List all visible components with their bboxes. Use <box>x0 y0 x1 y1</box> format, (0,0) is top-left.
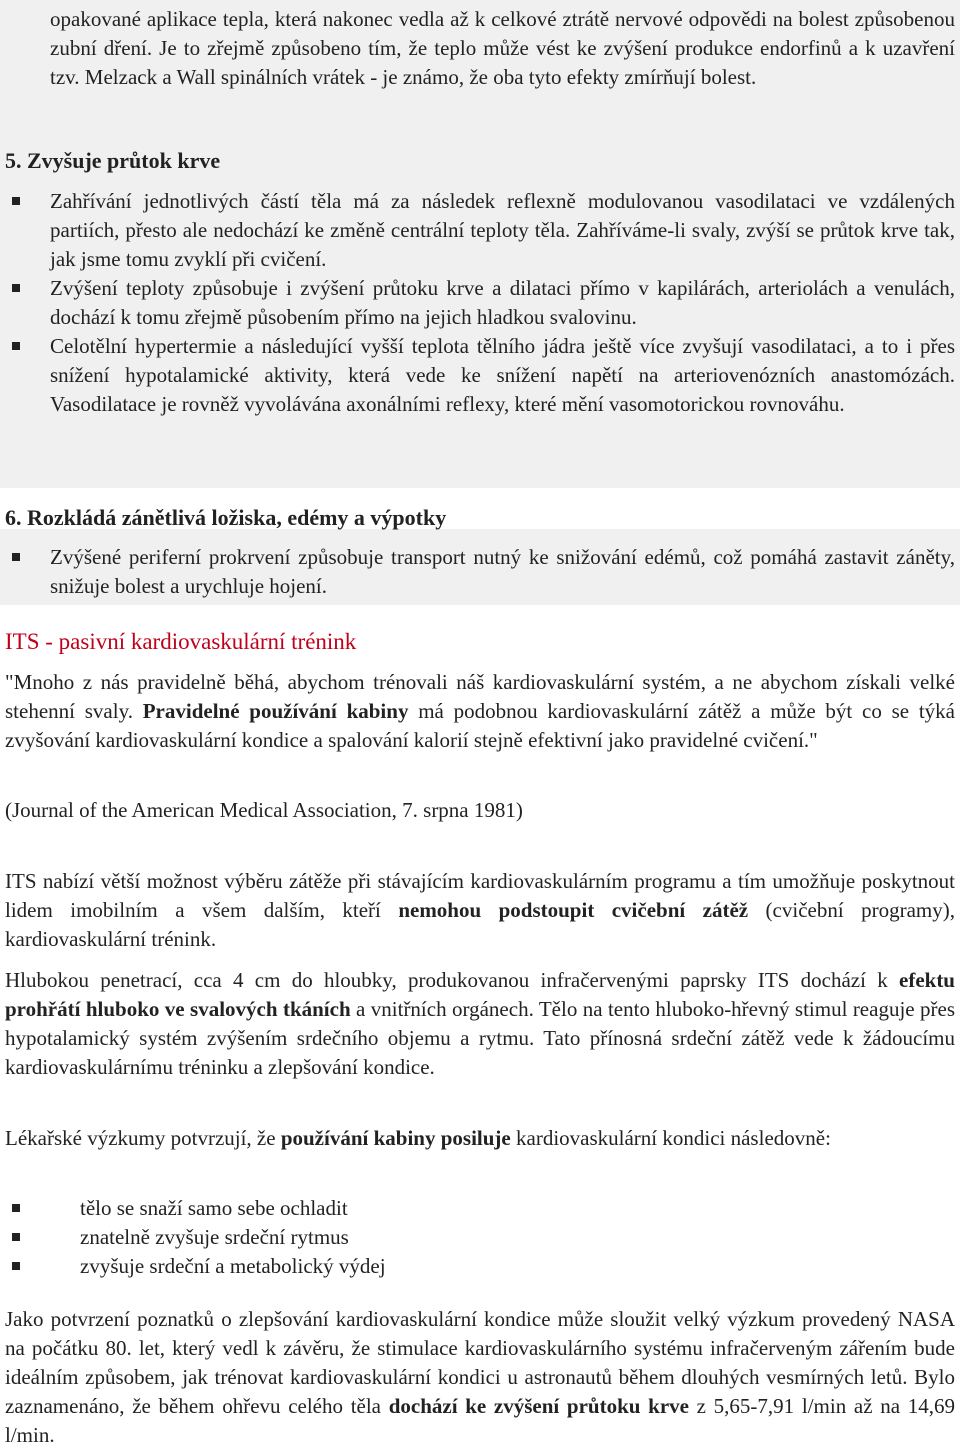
square-bullet-icon <box>12 342 20 350</box>
list-item <box>50 274 955 332</box>
square-bullet-icon <box>12 197 20 205</box>
square-bullet-icon <box>12 1262 20 1270</box>
list-item <box>50 187 955 274</box>
its-section-title: ITS - pasivní kardiovaskulární trénink <box>5 629 357 654</box>
penetration-text-1: Hlubokou penetrací, cca 4 cm do hloubky, produkovanou infračervenými paprsky ITS dochází k <box>5 968 899 992</box>
penetration-text-2: a vnitřních orgánech. Tělo na tento hluboko-hřevný stimul reaguje přes hypotalamický systém zvýšením srdečního objemu a rytmu. Tato přínosná srdeční zátěž vede k žádoucímu kardiovaskulárnímu tréninku a zlepšování kondice. <box>5 997 955 1079</box>
list-item-text: Celotělní hypertermie a následující vyšší teplota tělního jádra ještě více zvyšují vasodilataci, a to i přes snížení hypotalamické aktivity, která vede ke snížení napětí na arteriovenózních anastomózách. Vasodilatace je rovněž vyvolávána axonálními reflexy, které mění vasomotorickou rovnováhu. <box>50 334 955 416</box>
list-item <box>50 332 955 419</box>
quote-text-1: "Mnoho z nás pravidelně běhá, abychom trénovali náš kardiovaskulární systém, a ne abychom získali velké stehenní svaly. <box>5 670 955 723</box>
its-text-1: ITS nabízí větší možnost výběru zátěže při stávajícím kardiovaskulárním programu a tím umožňuje poskytnout lidem imobilním a všem dalším, kteří <box>5 869 955 922</box>
list-item-text: Zahřívání jednotlivých částí těla má za následek reflexně modulovanou vasodilataci ve vzdálených partiích, přesto ale nedochází ke změně centrální teploty těla. Zahříváme-li svaly, zvýší se průtok krve tak, jak jsme tomu zvyklí při cvičení. <box>50 189 955 271</box>
research-paragraph <box>5 1124 955 1153</box>
effects-list <box>0 1194 960 1281</box>
square-bullet-icon <box>12 284 20 292</box>
penetration-paragraph <box>5 966 955 1082</box>
intro-paragraph: opakované aplikace tepla, která nakonec vedla až k celkové ztrátě nervové odpovědi na bolest způsobenou zubní dření. Je to zřejmě způsobeno tím, že teplo může vést ke zvýšení produkce endorfinů a k uzavření tzv. Melzack a Wall spinálních vrátek - je známo, že oba tyto efekty zmírňují bolest. <box>50 7 955 89</box>
nasa-paragraph <box>5 1305 955 1450</box>
its-text-2: (cvičební programy), kardiovaskulární trénink. <box>5 898 955 951</box>
section-6-heading: 6. Rozkládá zánětlivá ložiska, edémy a výpotky <box>5 505 447 530</box>
quote-bold: Pravidelné používání kabiny <box>142 699 409 723</box>
list-item-text: znatelně zvyšuje srdeční rytmus <box>80 1225 349 1249</box>
square-bullet-icon <box>12 1204 20 1212</box>
section-6-list <box>0 543 960 601</box>
list-item <box>80 1194 960 1223</box>
list-item-text: zvyšuje srdeční a metabolický výdej <box>80 1254 386 1278</box>
its-bold: nemohou podstoupit cvičební zátěž <box>398 898 749 922</box>
section-5-list <box>0 187 960 419</box>
list-item-text: Zvýšení teploty způsobuje i zvýšení průtoku krve a dilataci přímo v kapilárách, arteriolách a venulách, dochází k tomu zřejmě působením přímo na jejich hladkou svalovinu. <box>50 276 955 329</box>
nasa-text-2: z 5,65-7,91 l/min až na 14,69 l/min. <box>5 1394 955 1447</box>
penetration-bold: efektu prohřátí hluboko ve svalových tkáních <box>5 968 955 1021</box>
list-item <box>80 1223 960 1252</box>
list-item <box>50 543 955 601</box>
nasa-text-1: Jako potvrzení poznatků o zlepšování kardiovaskulární kondice může sloužit velký výzkum provedený NASA na počátku 80. let, který vedl k závěru, že stimulace kardiovaskulárního systému infračerveným zářením bude ideálním způsobem, jak trénovat kardiovaskulární kondici u astronautů během dlouhých vesmírných letů. Bylo zaznamenáno, že během ohřevu celého těla <box>5 1307 955 1418</box>
its-paragraph <box>5 867 955 954</box>
research-bold: používání kabiny posiluje <box>280 1126 511 1150</box>
square-bullet-icon <box>12 1233 20 1241</box>
list-item <box>80 1252 960 1281</box>
quote-paragraph <box>5 668 955 755</box>
list-item-text: Zvýšené periferní prokrvení způsobuje transport nutný ke snižování edémů, což pomáhá zastavit záněty, snižuje bolest a urychluje hojení. <box>50 545 955 598</box>
nasa-bold: dochází ke zvýšení průtoku krve <box>388 1394 689 1418</box>
research-text-1: Lékařské výzkumy potvrzují, že <box>5 1126 281 1150</box>
section-5-heading: 5. Zvyšuje průtok krve <box>5 148 221 173</box>
list-item-text: tělo se snaží samo sebe ochladit <box>80 1196 348 1220</box>
research-text-2: kardiovaskulární kondici následovně: <box>510 1126 831 1150</box>
citation: (Journal of the American Medical Association, 7. srpna 1981) <box>5 798 523 822</box>
quote-text-2: má podobnou kardiovaskulární zátěž a může být co se týká zvyšování kardiovaskulární kondice a spalování kalorií stejně efektivní jako pravidelné cvičení." <box>5 699 956 752</box>
square-bullet-icon <box>12 553 20 561</box>
